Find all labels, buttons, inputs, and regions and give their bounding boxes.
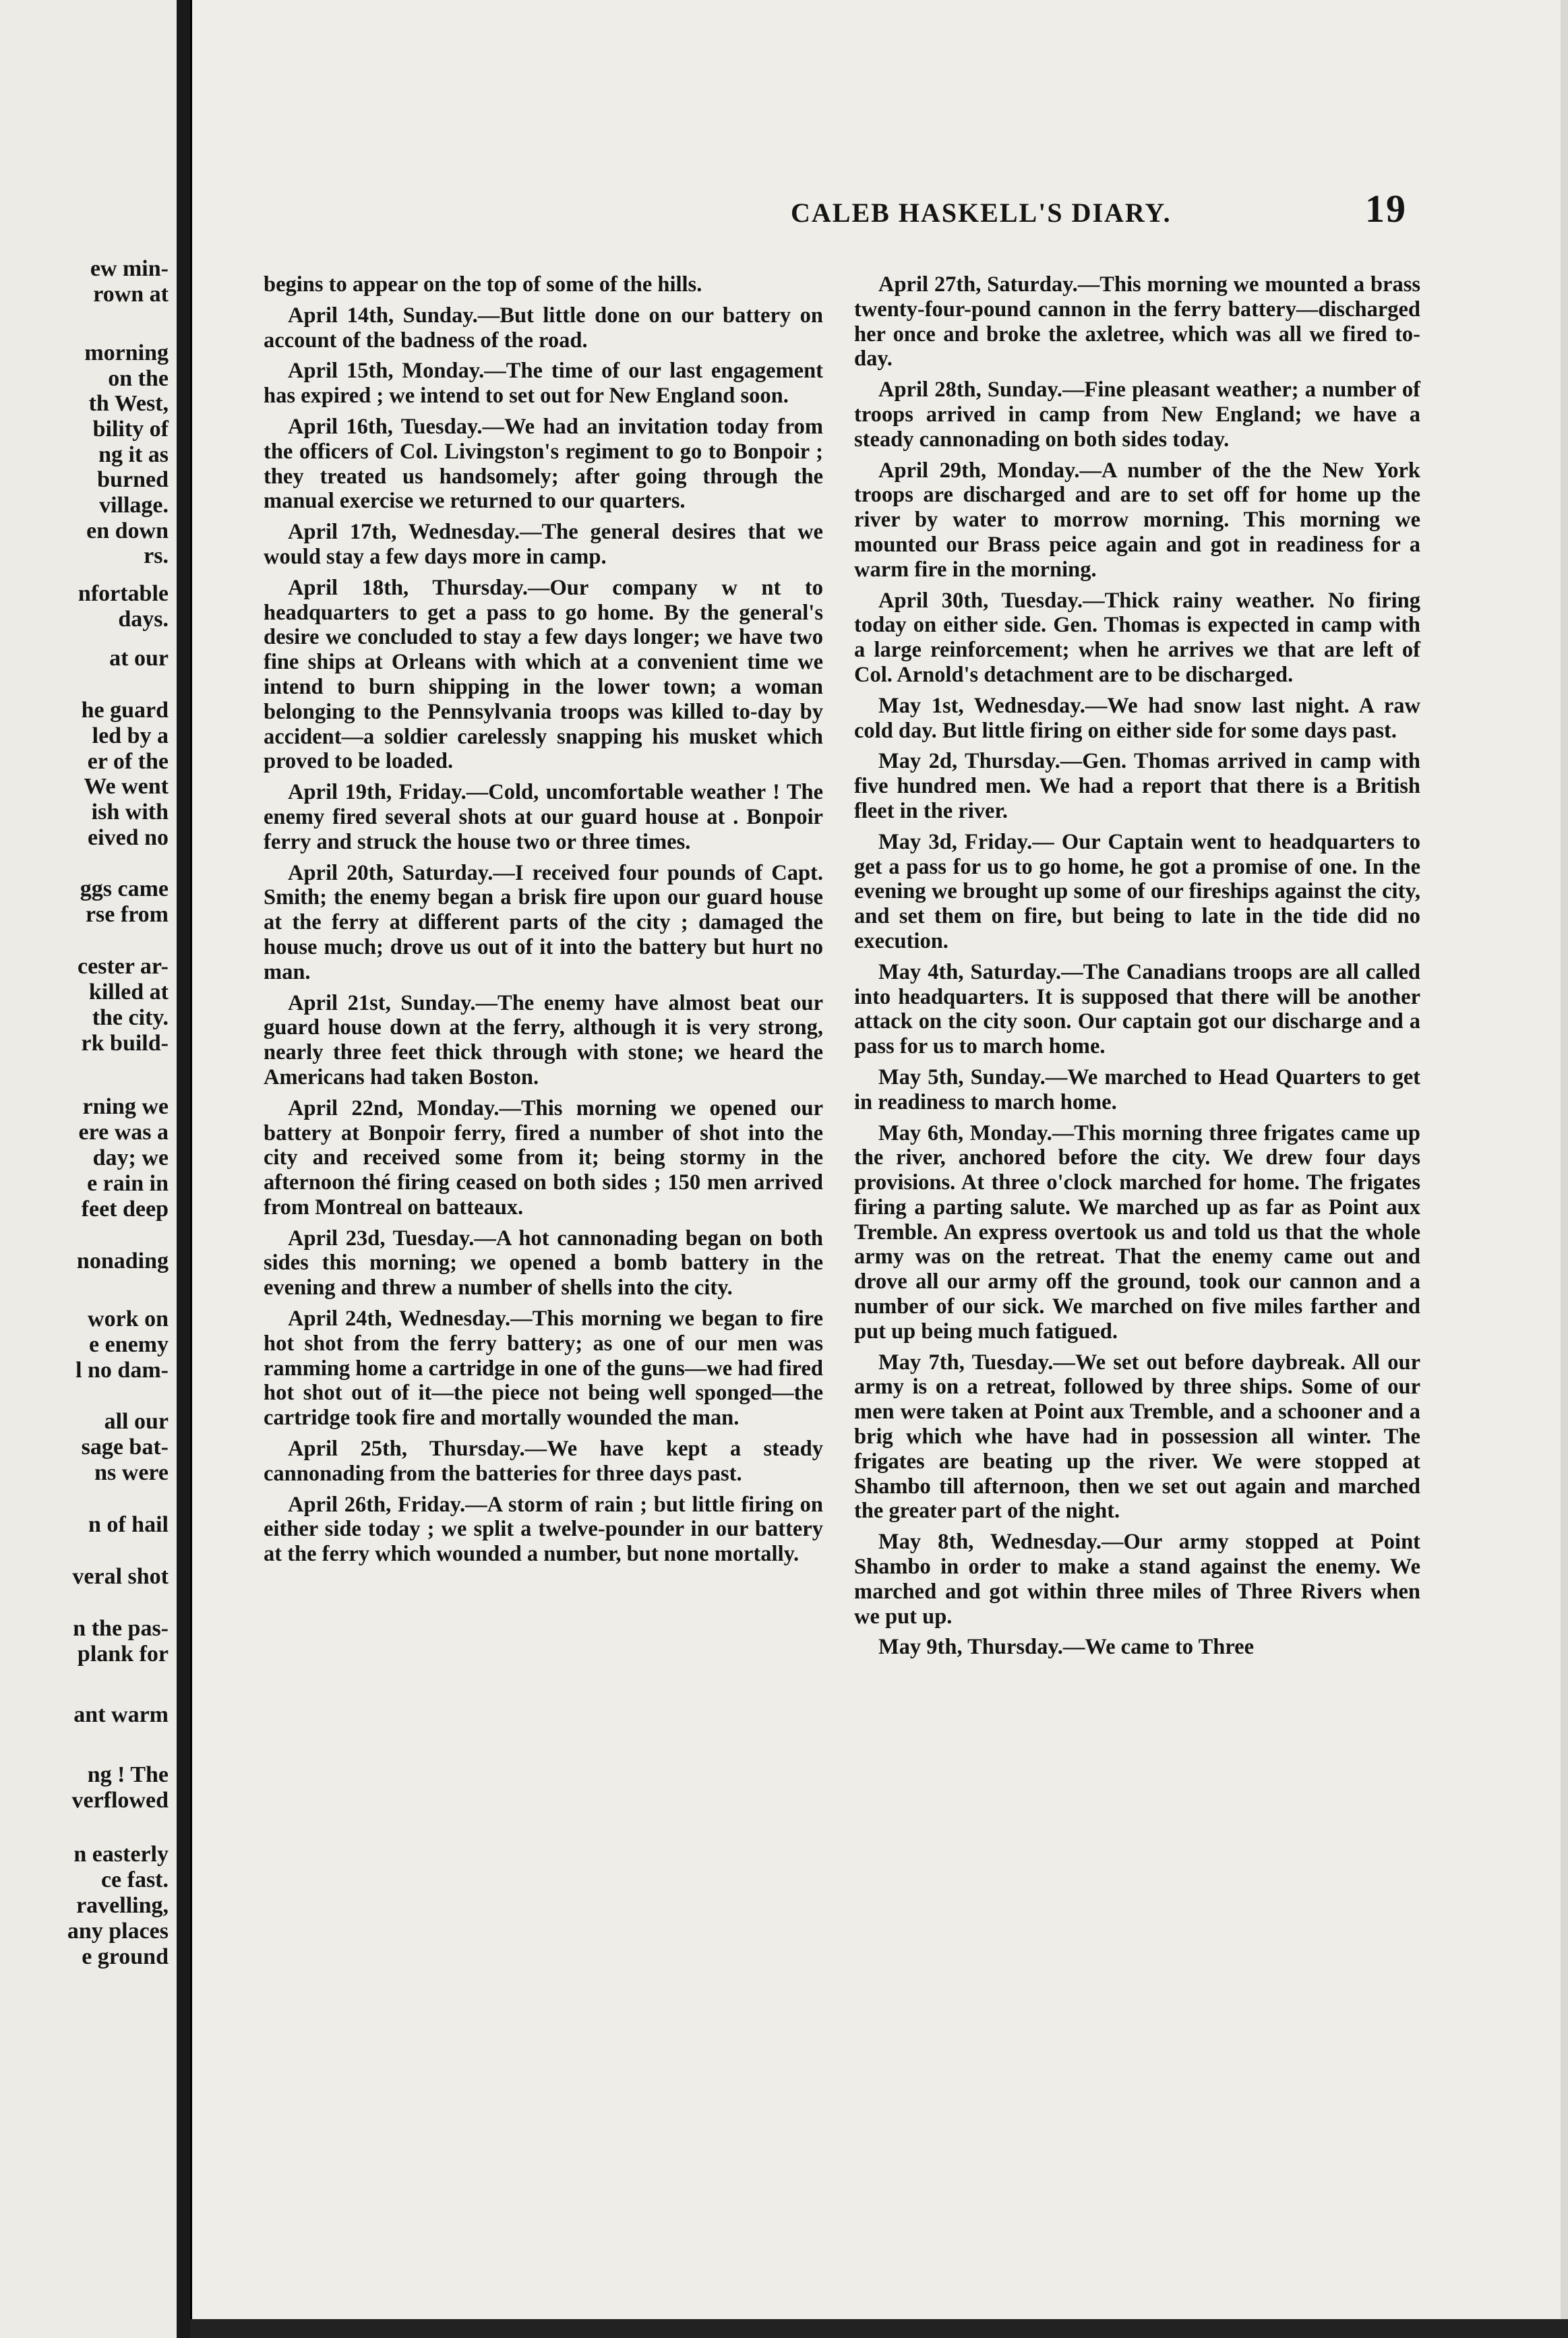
previous-page-line: ce fast. bbox=[100, 1867, 169, 1892]
previous-page-line: ravelling, bbox=[76, 1893, 169, 1918]
previous-page-line: plank for bbox=[77, 1642, 169, 1667]
previous-page-line: rown at bbox=[93, 282, 169, 307]
diary-entry: May 3d, Friday.— Our Captain went to headquarters to get a pass for us to go home, he got a promise of one. In the evening we brought up some of our fireships against the city, and set them on fire, but being to late in the tide did no execution. bbox=[854, 829, 1420, 953]
previous-page-line: ew min- bbox=[90, 256, 169, 281]
previous-page-line: all our bbox=[104, 1409, 169, 1434]
diary-entry: April 17th, Wednesday.—The general desires that we would stay a few days more in camp. bbox=[264, 520, 823, 569]
diary-entry: April 23d, Tuesday.—A hot cannonading began on both sides this morning; we opened a bomb battery in the evening and threw a number of shells into the city. bbox=[264, 1226, 823, 1300]
diary-entry: April 30th, Tuesday.—Thick rainy weather. No firing today on either side. Gen. Thomas is expected in camp with a large reinforcement; when he arrives we that are left of Col. Arnold's detachment are to be discharged. bbox=[854, 588, 1420, 687]
previous-page-line: at our bbox=[109, 646, 169, 671]
previous-page-line: en down bbox=[86, 518, 169, 543]
previous-page-line: morning bbox=[84, 340, 169, 365]
diary-entry: April 27th, Saturday.—This morning we mounted a brass twenty-four-pound cannon in the ferry battery—discharged her once and broke the axletree, which was all we fired to-day. bbox=[854, 272, 1420, 371]
diary-entry: begins to appear on the top of some of the hills. bbox=[264, 272, 702, 297]
previous-page-line: We went bbox=[84, 774, 169, 799]
previous-page-line: n of hail bbox=[88, 1512, 169, 1537]
previous-page-line: village. bbox=[99, 493, 169, 518]
diary-entry: April 19th, Friday.—Cold, uncomfortable weather ! The enemy fired several shots at our guard house at . Bonpoir ferry and struck the house two or three times. bbox=[264, 780, 823, 854]
diary-entry: April 24th, Wednesday.—This morning we began to fire hot shot from the ferry battery; as one of our men was ramming home a cartridge in one of the guns—we had fired hot shot out of it—the piece not being well sponged—the cartridge took fire and mortally wounded the man. bbox=[264, 1307, 823, 1431]
diary-entry: April 18th, Thursday.—Our company w nt to headquarters to get a pass to go home. By the general's desire we concluded to stay a few days longer; we have two fine ships at Orleans with which at a convenient time we intend to burn shipping in the lower town; a woman belonging to the Pennsylvania troops was killed to-day by accident—a soldier carelessly snapping his musket which proved to be loaded. bbox=[264, 575, 823, 774]
previous-page-line: veral shot bbox=[72, 1564, 169, 1589]
previous-page-line: ere was a bbox=[78, 1120, 169, 1145]
page-number: 19 bbox=[1365, 187, 1407, 231]
diary-entry: April 16th, Tuesday.—We had an invitation today from the officers of Col. Livingston's regiment to go to Bonpoir ; they treated us handsomely; after going through the manual exercise we returned to our quarters. bbox=[264, 414, 823, 514]
previous-page-line: he guard bbox=[81, 698, 169, 723]
previous-page-line: bility of bbox=[92, 417, 169, 442]
running-title: CALEB HASKELL'S DIARY. bbox=[791, 198, 1172, 228]
left-column bbox=[264, 272, 823, 1573]
previous-page-line: the city. bbox=[92, 1005, 169, 1030]
previous-page-line: on the bbox=[108, 366, 169, 391]
diary-entry: April 26th, Friday.—A storm of rain ; but little firing on either side today ; we split a twelve-pounder in our battery at the ferry which wounded a number, but none mortally. bbox=[264, 1492, 823, 1567]
diary-page bbox=[190, 0, 1568, 2319]
previous-page-line: killed at bbox=[88, 980, 169, 1005]
diary-entry: April 22nd, Monday.—This morning we opened our battery at Bonpoir ferry, fired a number of shot into the city and received some from it; being stormy in the afternoon thé firing ceased on both sides ; 150 men arrived from Montreal on batteaux. bbox=[264, 1096, 823, 1220]
previous-page-line: cester ar- bbox=[78, 954, 169, 979]
page-bottom-edge bbox=[190, 2319, 1568, 2338]
previous-page-line: n the pas- bbox=[73, 1616, 169, 1641]
diary-entry: May 9th, Thursday.—We came to Three bbox=[878, 1635, 1255, 1660]
previous-page-line: work on bbox=[88, 1307, 169, 1331]
diary-entry: May 8th, Wednesday.—Our army stopped at Point Shambo in order to make a stand against the enemy. We marched and got within three miles of Three Rivers when we put up. bbox=[854, 1530, 1420, 1629]
previous-page-line: burned bbox=[97, 467, 169, 492]
diary-entry: April 25th, Thursday.—We have kept a steady cannonading from the batteries for three days past. bbox=[264, 1437, 823, 1486]
previous-page-line: led by a bbox=[92, 723, 169, 748]
previous-page-line: feet deep bbox=[81, 1197, 169, 1222]
previous-page-line: eived no bbox=[88, 825, 169, 850]
previous-page-line: e ground bbox=[82, 1944, 169, 1969]
book-gutter bbox=[177, 0, 190, 2338]
previous-page-line: rs. bbox=[144, 543, 169, 568]
previous-page-line: e enemy bbox=[88, 1332, 169, 1357]
diary-entry: May 7th, Tuesday.—We set out before daybreak. All our army is on a retreat, followed by three ships. Some of our men were taken at Point aux Tremble, and a schooner and a brig which whe have had in possession all winter. The frigates are beating up the river. We were stopped at Shambo till afternoon, then we set out again and marched the greater part of the night. bbox=[854, 1350, 1420, 1524]
previous-page-line: rse from bbox=[85, 902, 169, 927]
previous-page-line: rk build- bbox=[81, 1031, 169, 1056]
diary-entry: April 20th, Saturday.—I received four pounds of Capt. Smith; the enemy began a brisk fire upon our guard house at the ferry at different parts of the city ; damaged the house much; drove us out of it into the battery but hurt no man. bbox=[264, 860, 823, 984]
diary-entry: April 29th, Monday.—A number of the the New York troops are discharged and are to set off for home up the river by water to morrow morning. This morning we mounted our Brass peice again and got in readiness for a warm fire in the morning. bbox=[854, 458, 1420, 582]
previous-page-line: ng ! The bbox=[87, 1762, 169, 1787]
diary-entry: April 28th, Sunday.—Fine pleasant weather; a number of troops arrived in camp from New England; we have a steady cannonading on both sides today. bbox=[854, 378, 1420, 452]
diary-entry: April 21st, Sunday.—The enemy have almost beat our guard house down at the ferry, although it is very strong, nearly three feet thick through with stone; we heard the Americans had taken Boston. bbox=[264, 990, 823, 1089]
page-edge bbox=[1561, 0, 1568, 2319]
previous-page-line: nfortable bbox=[78, 581, 169, 606]
previous-page-line: ns were bbox=[94, 1460, 169, 1485]
diary-entry: April 14th, Sunday.—But little done on our battery on account of the badness of the road. bbox=[264, 303, 823, 353]
previous-page-line: rning we bbox=[82, 1094, 169, 1119]
previous-page-line: ant warm bbox=[73, 1702, 169, 1727]
previous-page-line: ish with bbox=[91, 800, 169, 825]
diary-entry: May 1st, Wednesday.—We had snow last night. A raw cold day. But little firing on either side for some days past. bbox=[854, 693, 1420, 743]
previous-page-line: days. bbox=[118, 607, 169, 632]
diary-entry: April 15th, Monday.—The time of our last engagement has expired ; we intend to set out for New England soon. bbox=[264, 359, 823, 409]
previous-page-line: day; we bbox=[92, 1145, 169, 1170]
diary-entry: May 6th, Monday.—This morning three frigates came up the river, anchored before the city. We drew four days provisions. At three o'clock marched for home. The frigates firing a parting salute. We marched up as far as Point aux Tremble. An express overtook us and told us that the whole army was on the retreat. That the enemy came out and drove all our army off the ground, took our cannon and a number of our sick. We marched on five miles farther and put up being much fatigued. bbox=[854, 1120, 1420, 1344]
diary-entry: May 2d, Thursday.—Gen. Thomas arrived in camp with five hundred men. We had a report that there is a British fleet in the river. bbox=[854, 749, 1420, 823]
previous-page-line: ng it as bbox=[98, 442, 169, 467]
diary-entry: May 5th, Sunday.—We marched to Head Quarters to get in readiness to march home. bbox=[854, 1065, 1420, 1114]
previous-page-line: l no dam- bbox=[76, 1358, 169, 1383]
previous-page-line: ggs came bbox=[80, 876, 169, 901]
previous-page-line: sage bat- bbox=[81, 1435, 169, 1460]
previous-page-line: n easterly bbox=[73, 1842, 169, 1867]
previous-page-fragment bbox=[0, 0, 177, 2338]
right-column bbox=[854, 272, 1420, 1666]
previous-page-line: verflowed bbox=[71, 1788, 169, 1813]
previous-page-line: any places bbox=[67, 1919, 169, 1944]
diary-entry: May 4th, Saturday.—The Canadians troops are all called into headquarters. It is supposed that there will be another attack on the city soon. Our captain got our discharge and a pass for us to march home. bbox=[854, 959, 1420, 1059]
previous-page-line: nonading bbox=[76, 1249, 169, 1273]
previous-page-line: th West, bbox=[88, 391, 169, 416]
previous-page-line: er of the bbox=[87, 749, 169, 774]
previous-page-line: e rain in bbox=[87, 1171, 169, 1196]
